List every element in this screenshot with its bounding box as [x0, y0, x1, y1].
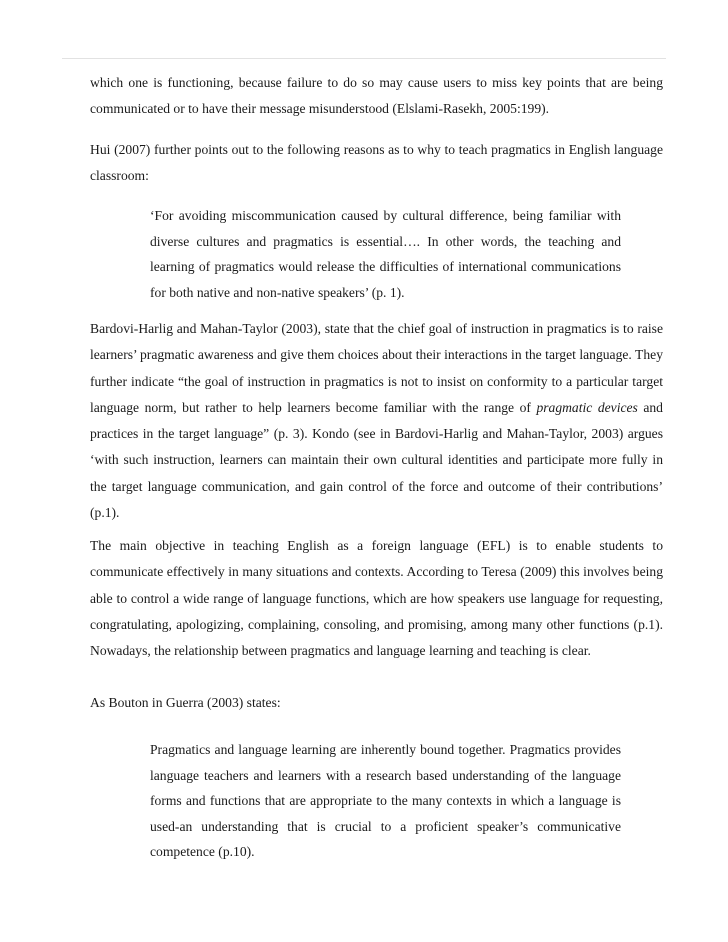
page-top-rule [62, 58, 666, 59]
italic-term: pragmatic devices [536, 399, 638, 415]
block-quote-bouton: Pragmatics and language learning are inherently bound together. Pragmatics provides language teachers and learners with a research based understanding of the language forms and functions that are appropriate to the many contexts in which a language is used-an understanding that is crucial to a proficient speaker’s communicative competence (p.10). [150, 742, 621, 860]
paragraph-efl-objective: The main objective in teaching English as a foreign language (EFL) is to enable students to communicate effectively in many situations and contexts. According to Teresa (2009) this involves being able to control a wide range of language functions, which are how speakers use language for requesting, congratulating, apologizing, complaining, consoling, and promising, among many other functions (p.1). Nowadays, the relationship between pragmatics and language learning and teaching is clear. [90, 538, 663, 659]
paragraph-bardovi-text-b: and practices in the target language” (p. 3). Kondo (see in Bardovi-Harlig and Mahan-Taylor, 2003) argues ‘with such instruction, learners can maintain their own cultural identities and participate more fully in the target language communication, and gain control of the force and outcome of their contributions’ (p.1). [90, 399, 663, 521]
paragraph-continuation: which one is functioning, because failure to do so may cause users to miss key points that are being communicated or to have their message misunderstood (Elslami-Rasekh, 2005:199). [90, 75, 663, 117]
paragraph-hui: Hui (2007) further points out to the following reasons as to why to teach pragmatics in English language classroom: [90, 142, 663, 184]
paragraph-bardovi-harlig [90, 316, 663, 526]
paragraph-bardovi-text-a: Bardovi-Harlig and Mahan-Taylor (2003), state that the chief goal of instruction in pragmatics is to raise learners’ pragmatic awareness and give them choices about their interactions in the target language. They further indicate “the goal of instruction in pragmatics is not to insist on conformity to a particular target language norm, but rather to help learners become familiar with the range of [90, 321, 663, 415]
block-quote-hui: ‘For avoiding miscommunication caused by cultural difference, being familiar with diverse cultures and pragmatics is essential…. In other words, the teaching and learning of pragmatics would release the difficulties of international communications for both native and non-native speakers’ (p. 1). [150, 208, 621, 300]
paragraph-bouton-intro: As Bouton in Guerra (2003) states: [90, 695, 281, 710]
